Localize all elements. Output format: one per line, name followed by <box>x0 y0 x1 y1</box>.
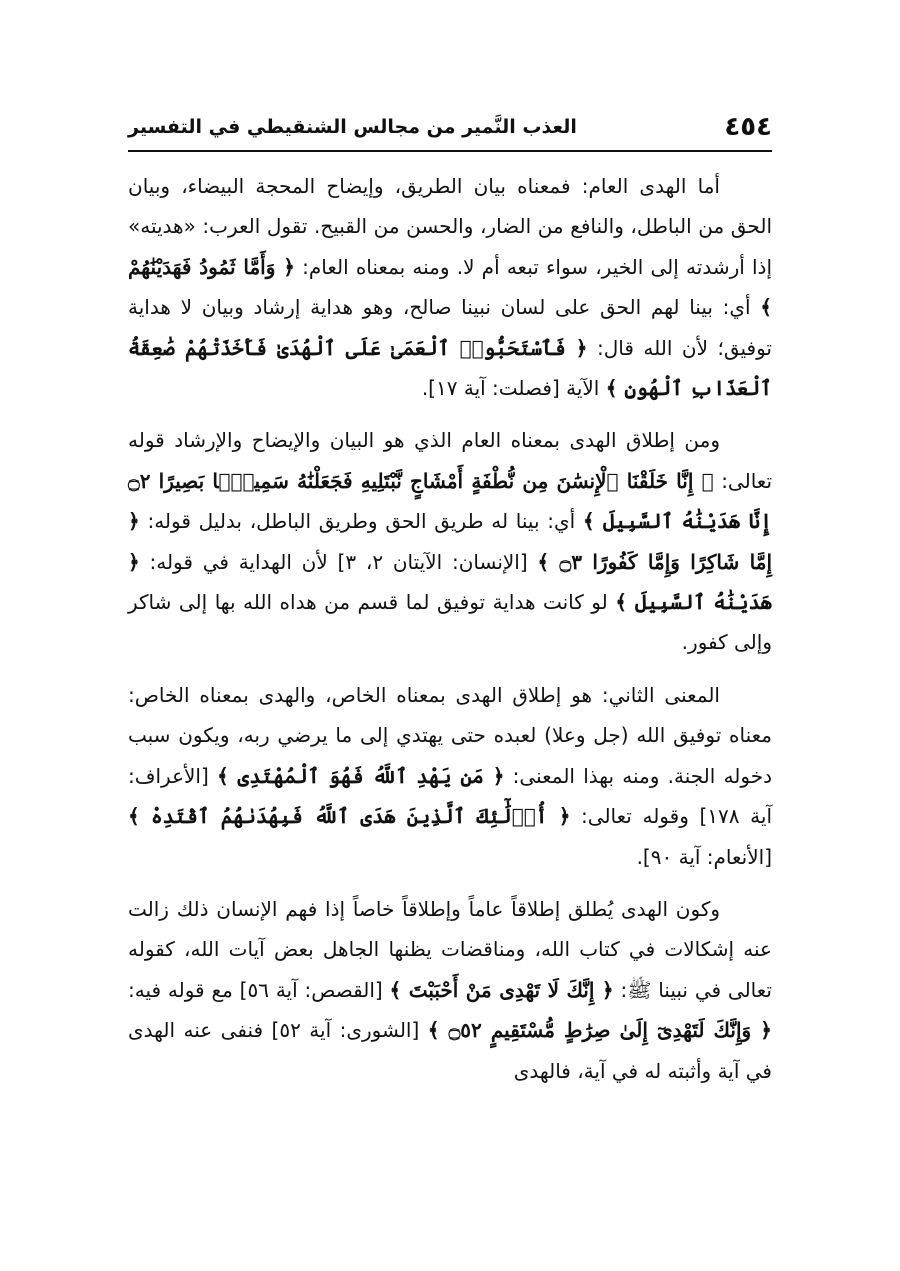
paragraph-text: المعنى الثاني: هو إطلاق الهدى بمعناه الخاص، والهدى بمعناه الخاص: معناه توفيق الله (جل وعلا) لعبده حتى يهتدي إلى ما يرضي ربه، ويكون سبب دخوله الجنة. ومنه بهذا المعنى: <box>128 682 772 788</box>
paragraph-text: [القصص: آية ٥٦] مع قوله فيه: <box>128 977 390 1002</box>
paragraph <box>128 675 772 877</box>
paragraph-text: أي: بينا له طريق الحق وطريق الباطل، بدليل قوله: <box>139 509 583 534</box>
page-number: ٤٥٤ <box>724 112 772 142</box>
paragraph <box>128 889 772 1091</box>
paragraph-text: [الشورى: آية ٥٢] فنفى عنه الهدى في آية وأثبته له في آية، فالهدى <box>128 1018 772 1083</box>
paragraph <box>128 420 772 662</box>
quran-verse: ﴿ مَن يَهْدِ ٱللَّهُ فَهُوَ ٱلْمُهْتَدِى ﴾ <box>217 763 505 788</box>
paragraph-text: [الأنعام: آية ٩٠]. <box>636 844 772 869</box>
page-header <box>128 112 772 152</box>
quran-verse: ﴿ إِنَّا خَلَقْنَا ٱلْإِنسَٰنَ مِن نُّطْفَةٍ أَمْشَاجٍ نَّبْتَلِيهِ فَجَعَلْنَٰهُ سَمِيعًۢا بَصِيرًا ۝٢ إِنَّا هَدَيْنَٰهُ ٱلسَّبِيلَ ﴾ <box>128 468 772 534</box>
paragraph-text: [الأعراف: آية ١٧٨] وقوله تعالى: <box>128 763 772 829</box>
paragraph-text: ومن إطلاق الهدى بمعناه العام الذي هو البيان والإيضاح والإرشاد قوله تعالى: <box>128 428 773 493</box>
quran-verse: ﴿ وَإِنَّكَ لَتَهْدِىٓ إِلَىٰ صِرَٰطٍ مُّسْتَقِيمٍ ۝٥٢ ﴾ <box>427 1018 772 1043</box>
paragraph-text: أما الهدى العام: فمعناه بيان الطريق، وإيضاح المحجة البيضاء، وبيان الحق من الباطل، والنافع من الضار، والحسن من القبيح. تقول العرب: «هديته» إذا أرشدته إلى الخير، سواء تبعه أم لا. ومنه بمعناه العام: <box>128 174 773 279</box>
paragraph-text: الآية [فصلت: آية ١٧]. <box>421 376 606 401</box>
quran-verse: ﴿ هَدَيْنَٰهُ ٱلسَّبِيلَ ﴾ <box>128 549 772 615</box>
quran-verse: ﴿ إِمَّا شَاكِرًا وَإِمَّا كَفُورًا ۝٣ ﴾ <box>128 509 773 574</box>
quran-verse: ﴿ فَٱسْتَحَبُّوا۟ ٱلْعَمَىٰ عَلَى ٱلْهُدَىٰ فَأَخَذَتْهُمْ صَٰعِقَةُ ٱلْعَذَابِ ٱلْهُونِ ﴾ <box>128 335 772 401</box>
quran-verse: ﴿ أُو۟لَٰٓئِكَ ٱلَّذِينَ هَدَى ٱللَّهُ فَبِهُدَىٰهُمُ ٱقْتَدِهْ ﴾ <box>128 804 571 829</box>
header-rule <box>128 150 772 152</box>
page-body <box>128 166 772 1103</box>
paragraph <box>128 166 772 408</box>
quran-verse: ﴿ وَأَمَّا ثَمُودُ فَهَدَيْنَٰهُمْ ﴾ <box>128 254 772 320</box>
paragraph-text: لو كانت هداية توفيق لما قسم من هداه الله بها إلى شاكر وإلى كفور. <box>128 590 772 655</box>
paragraph-text: أي: بينا لهم الحق على لسان نبينا صالح، وهو هداية إرشاد وبيان لا هداية توفيق؛ لأن الله قال: <box>128 295 772 360</box>
paragraph-text: [الإنسان: الآيتان ٢، ٣] لأن الهداية في قوله: <box>139 549 538 574</box>
book-title: العذب النَّمير من مجالس الشنقيطي في التفسير <box>128 116 577 138</box>
paragraph-text: وكون الهدى يُطلق إطلاقاً عاماً وإطلاقاً خاصاً إذا فهم الإنسان ذلك زالت عنه إشكالات في كتاب الله، ومناقضات يظنها الجاهل بعض آيات الله، كقوله تعالى في نبينا ﷺ: <box>128 896 772 1002</box>
quran-verse: ﴿ إِنَّكَ لَا تَهْدِى مَنْ أَحْبَبْتَ ﴾ <box>389 977 614 1002</box>
